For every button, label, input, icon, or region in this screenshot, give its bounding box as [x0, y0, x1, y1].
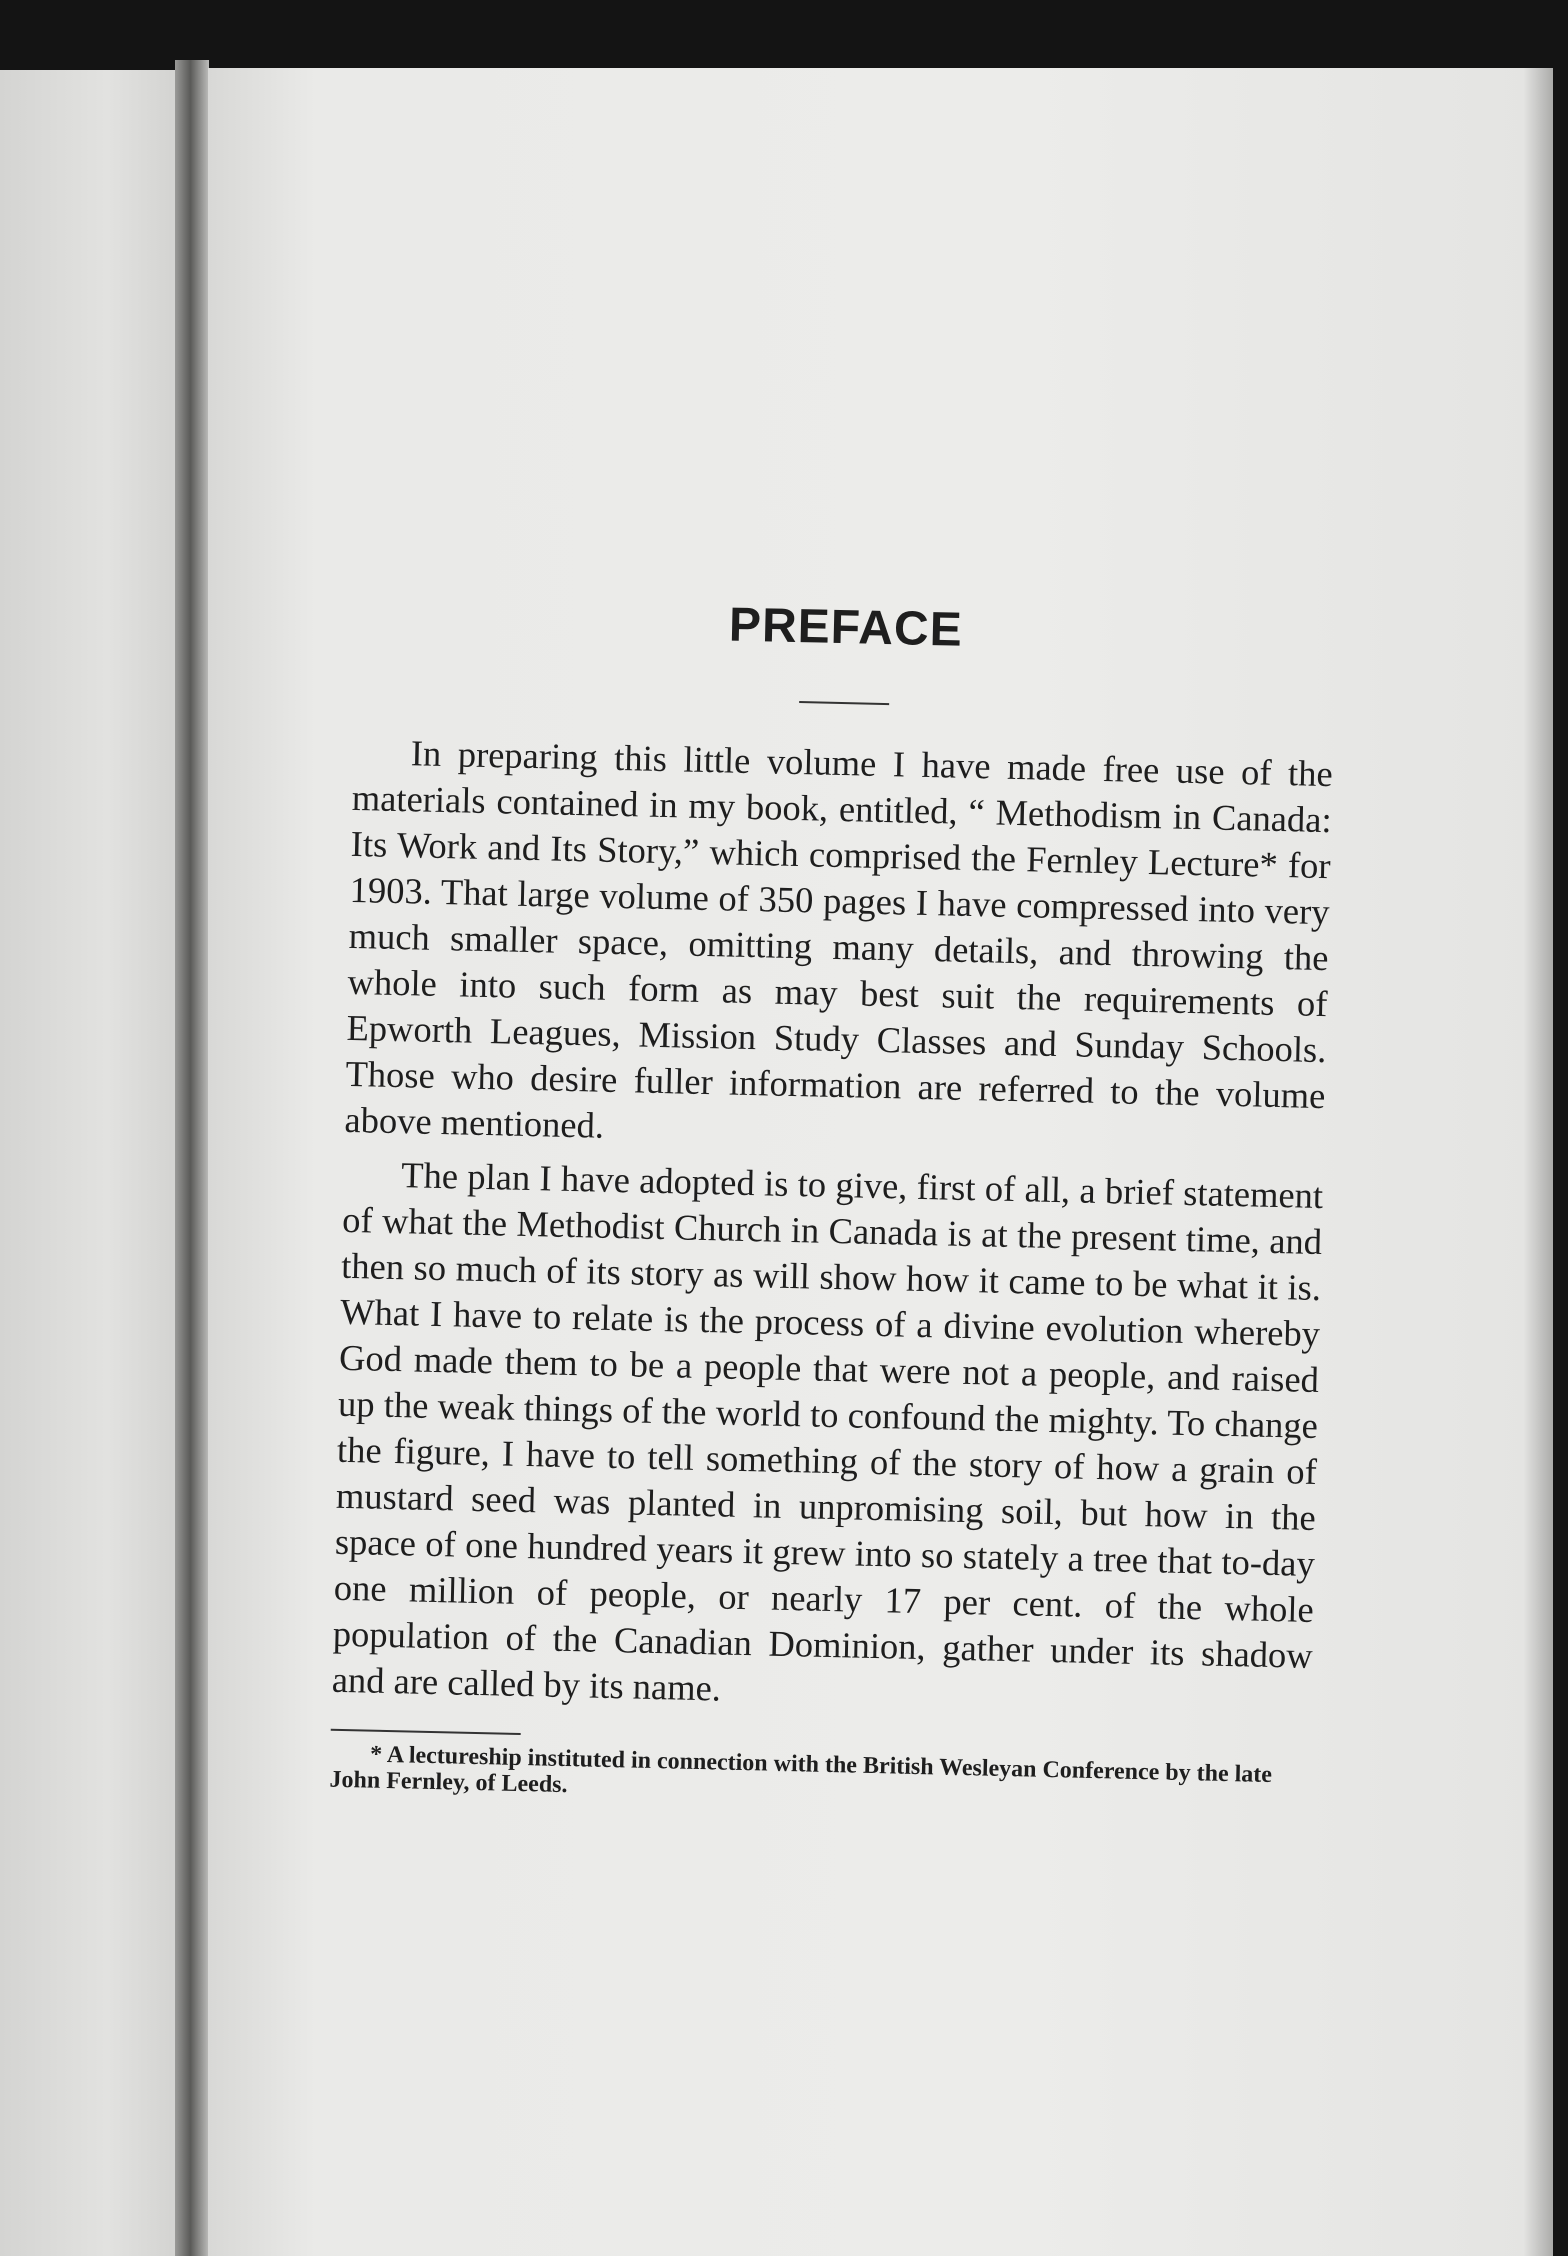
footnote-rule [331, 1729, 521, 1735]
title-rule [799, 701, 889, 705]
book-binding [175, 60, 209, 2256]
footnote: * A lectureship instituted in connection with the British Wesleyan Conference by the late John Fernley, of Leeds. [329, 1741, 1273, 1799]
page-edge-shadow [1523, 68, 1553, 2256]
right-page [208, 68, 1553, 2256]
left-page [0, 70, 195, 2256]
page-title: PREFACE [728, 598, 964, 657]
paragraph-2: The plan I have adopted is to give, first of all, a brief statement of what the Methodist Church in Canada is at the present time, and then so much of its story as will show how it came to be what it is. What I have to relate is the process of a divine evolution whereby God made them to be a people that were not a people, and raised up the weak things of the world to confound the mighty. To change the figure, I have to tell something of the story of how a grain of mustard seed was planted in unpromising soil, but how in the space of one hundred years it grew into so stately a tree that to-day one million of people, or nearly 17 per cent. of the whole population of the Canadian Dominion, gather under its shadow and are called by its name. [331, 1154, 1324, 1709]
preface-text-block [329, 528, 1337, 1815]
paragraph-1: In preparing this little volume I have made free use of the materials contained in my book, entitled, “ Methodism in Canada: Its Work and Its Story,” which comprised the Fernley Lecture* for 1903. That large volume of 350 pages I have compressed into very much smaller space, omitting many details, and throwing the whole into such form as may best suit the requirements of Epworth Leagues, Mission Study Classes and Sunday Schools. Those who desire fuller information are referred to the volume above mentioned. [344, 732, 1334, 1146]
